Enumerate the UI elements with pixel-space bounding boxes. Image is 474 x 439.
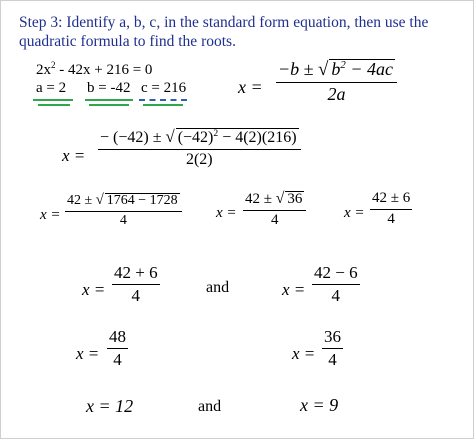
underline-a-1 [33, 99, 73, 101]
split-left-fraction: 42 + 6 4 [114, 263, 158, 305]
formula-denominator: 2a [327, 83, 346, 104]
equation-exponent: 2 [51, 60, 56, 70]
coefficient-c: c = 216 [141, 80, 187, 96]
underline-c-1 [139, 99, 187, 101]
underline-b-1 [85, 99, 133, 101]
equation-rest: - 42x + 216 = 0 [55, 61, 153, 78]
simplify-3-fraction: 42 ± 6 4 [372, 190, 411, 227]
formula-x-label: x = [238, 77, 263, 97]
step-heading [19, 13, 428, 51]
substituted-numerator: − (−42) ± √ $(-42)^2 - 4(2)(216)$ [100, 127, 297, 147]
root-left: x = 12 [86, 396, 134, 416]
formula-fraction-bar [276, 82, 397, 83]
underline-b-2 [89, 104, 129, 106]
reduced-left-fraction: 48 4 [109, 327, 126, 369]
and-label-1: and [206, 279, 230, 296]
standard-form-equation [36, 60, 152, 79]
reduced-right-x-label: x = [292, 344, 316, 363]
simplify-2-x-label: x = [216, 205, 237, 221]
coefficient-b: b = -42 [87, 80, 131, 96]
equation-term-1: 2x [36, 61, 51, 78]
split-left-x-label: x = [82, 280, 106, 299]
substituted-denominator: 2(2) [185, 151, 213, 169]
underline-a-2 [38, 104, 70, 106]
heading-line-2: quadratic formula to find the roots. [19, 33, 236, 50]
reduced-left-x-label: x = [76, 344, 100, 363]
simplify-3-x-label: x = [344, 205, 365, 221]
simplify-2-fraction: 42 ± √ 36 4 [243, 191, 306, 229]
and-label-2: and [198, 398, 222, 415]
coefficient-a: a = 2 [36, 80, 67, 96]
split-right-fraction: 42 − 6 4 [314, 263, 358, 305]
substituted-x-label: x = [62, 146, 86, 165]
split-right-x-label: x = [282, 280, 306, 299]
formula-numerator: −b ± √ $b^2 - 4ac$ [278, 59, 393, 81]
simplify-1-x-label: x = [40, 207, 61, 223]
quadratic-formula [276, 59, 397, 104]
substituted-formula [98, 128, 301, 169]
heading-line-1: Step 3: Identify a, b, c, in the standard form equation, then use the [19, 14, 429, 31]
root-right: x = 9 [300, 395, 339, 415]
underline-c-2 [143, 104, 183, 106]
substituted-fraction-bar [98, 149, 301, 150]
simplify-1-fraction: 42 ± √ 1764 − 1728 4 [65, 193, 182, 228]
reduced-right-fraction: 36 4 [324, 327, 341, 369]
